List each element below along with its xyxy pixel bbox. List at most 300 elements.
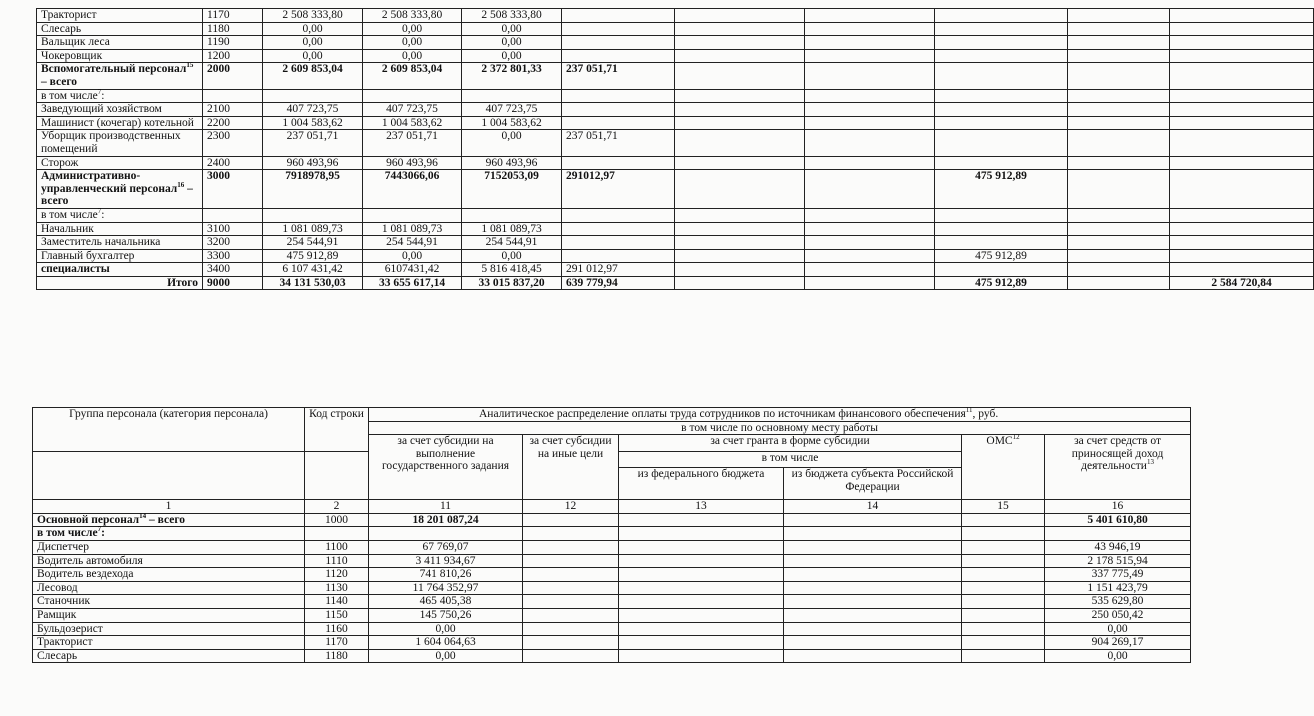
cell-empty bbox=[619, 540, 784, 554]
row-name: Заместитель начальника bbox=[37, 236, 203, 250]
cell-empty bbox=[523, 608, 619, 622]
cell-empty bbox=[962, 649, 1045, 663]
cell-empty bbox=[805, 49, 935, 63]
cell-empty bbox=[962, 527, 1045, 541]
cell-value bbox=[1170, 36, 1314, 50]
cell-value: 0,00 bbox=[369, 649, 523, 663]
row-code bbox=[203, 89, 263, 103]
cell-value bbox=[1170, 103, 1314, 117]
cell-empty bbox=[523, 554, 619, 568]
cell-value: 407 723,75 bbox=[462, 103, 562, 117]
cell-empty bbox=[675, 208, 805, 222]
cell-value: 0,00 bbox=[263, 36, 363, 50]
cell-value: 475 912,89 bbox=[263, 249, 363, 263]
table-row bbox=[33, 649, 1191, 663]
cell-value bbox=[1170, 49, 1314, 63]
cell-value bbox=[263, 89, 363, 103]
table-row bbox=[37, 130, 1314, 156]
cell-empty bbox=[805, 63, 935, 89]
row-name: Административно-управленческий персонал$^{16}$ – всего bbox=[37, 170, 203, 209]
cell-value: 237 051,71 bbox=[562, 63, 675, 89]
row-code bbox=[203, 208, 263, 222]
cell-value bbox=[935, 63, 1068, 89]
row-name: Уборщик производственных помещений bbox=[37, 130, 203, 156]
table-row bbox=[37, 9, 1314, 23]
cell-empty bbox=[784, 527, 962, 541]
cell-value: 18 201 087,24 bbox=[369, 513, 523, 527]
cell-empty bbox=[675, 156, 805, 170]
cell-empty bbox=[784, 554, 962, 568]
cell-empty bbox=[1068, 9, 1170, 23]
cell-value: 0,00 bbox=[462, 249, 562, 263]
header-federal: из федерального бюджета bbox=[619, 468, 784, 500]
cell-value bbox=[1170, 116, 1314, 130]
cell-value: 465 405,38 bbox=[369, 595, 523, 609]
cell-value bbox=[562, 156, 675, 170]
cell-value: 5 401 610,80 bbox=[1045, 513, 1191, 527]
header-analytic: Аналитическое распределение оплаты труда сотрудников по источникам финансового обеспечения$^{11}$, руб. bbox=[369, 408, 1191, 422]
row-code: 3200 bbox=[203, 236, 263, 250]
row-name: Главный бухгалтер bbox=[37, 249, 203, 263]
cell-value bbox=[1170, 208, 1314, 222]
cell-value: 741 810,26 bbox=[369, 568, 523, 582]
cell-value bbox=[562, 36, 675, 50]
row-name: Машинист (кочегар) котельной bbox=[37, 116, 203, 130]
row-code: 2000 bbox=[203, 63, 263, 89]
cell-empty bbox=[523, 513, 619, 527]
cell-empty bbox=[523, 540, 619, 554]
cell-empty bbox=[1068, 36, 1170, 50]
table-row bbox=[37, 276, 1314, 290]
cell-value: 337 775,49 bbox=[1045, 568, 1191, 582]
cell-value: 2 609 853,04 bbox=[363, 63, 462, 89]
cell-value: 0,00 bbox=[263, 22, 363, 36]
row-name: Тракторист bbox=[37, 9, 203, 23]
row-code: 3100 bbox=[203, 222, 263, 236]
cell-empty bbox=[1068, 103, 1170, 117]
cell-value bbox=[935, 9, 1068, 23]
cell-value: 291012,97 bbox=[562, 170, 675, 209]
cell-empty bbox=[1068, 49, 1170, 63]
cell-value: 2 178 515,94 bbox=[1045, 554, 1191, 568]
cell-value: 475 912,89 bbox=[935, 249, 1068, 263]
cell-value: 254 544,91 bbox=[462, 236, 562, 250]
row-code: 2400 bbox=[203, 156, 263, 170]
column-number: 1 bbox=[33, 500, 305, 514]
cell-empty bbox=[805, 89, 935, 103]
row-name: Водитель вездехода bbox=[33, 568, 305, 582]
row-name: Рамщик bbox=[33, 608, 305, 622]
cell-value: 960 493,96 bbox=[263, 156, 363, 170]
table-row bbox=[37, 63, 1314, 89]
cell-value: 6 107 431,42 bbox=[263, 263, 363, 277]
cell-empty bbox=[675, 22, 805, 36]
header-main-work: в том числе по основному месту работы bbox=[369, 421, 1191, 435]
cell-value bbox=[1045, 527, 1191, 541]
cell-empty bbox=[675, 103, 805, 117]
cell-value: 2 508 333,80 bbox=[462, 9, 562, 23]
column-number: 15 bbox=[962, 500, 1045, 514]
row-code: 1110 bbox=[305, 554, 369, 568]
cell-empty bbox=[675, 89, 805, 103]
cell-value: 7443066,06 bbox=[363, 170, 462, 209]
row-code: 3300 bbox=[203, 249, 263, 263]
row-code: 1150 bbox=[305, 608, 369, 622]
cell-value: 475 912,89 bbox=[935, 170, 1068, 209]
table-row bbox=[37, 116, 1314, 130]
cell-empty bbox=[962, 513, 1045, 527]
header-oms: ОМС$^{12}$ bbox=[962, 435, 1045, 500]
cell-empty bbox=[619, 608, 784, 622]
row-code: 1120 bbox=[305, 568, 369, 582]
row-code: 1180 bbox=[203, 22, 263, 36]
cell-empty bbox=[675, 130, 805, 156]
column-number: 12 bbox=[523, 500, 619, 514]
table-row bbox=[33, 527, 1191, 541]
cell-value: 0,00 bbox=[462, 130, 562, 156]
cell-value bbox=[1170, 170, 1314, 209]
cell-value bbox=[935, 103, 1068, 117]
cell-value bbox=[562, 222, 675, 236]
header-row-1 bbox=[33, 408, 1191, 422]
cell-value: 7152053,09 bbox=[462, 170, 562, 209]
cell-empty bbox=[675, 249, 805, 263]
cell-empty bbox=[805, 222, 935, 236]
cell-value bbox=[935, 208, 1068, 222]
cell-empty bbox=[619, 595, 784, 609]
row-code: 3000 bbox=[203, 170, 263, 209]
cell-value: 237 051,71 bbox=[562, 130, 675, 156]
cell-value bbox=[562, 236, 675, 250]
row-code: 1160 bbox=[305, 622, 369, 636]
row-name: в том числе$^7$: bbox=[33, 527, 305, 541]
cell-empty bbox=[619, 581, 784, 595]
cell-empty bbox=[1068, 22, 1170, 36]
cell-value: 407 723,75 bbox=[363, 103, 462, 117]
cell-empty bbox=[619, 649, 784, 663]
cell-value: 0,00 bbox=[1045, 649, 1191, 663]
cell-value bbox=[935, 116, 1068, 130]
cell-value: 0,00 bbox=[363, 36, 462, 50]
cell-value: 5 816 418,45 bbox=[462, 263, 562, 277]
table-row bbox=[33, 513, 1191, 527]
cell-value: 1 081 089,73 bbox=[263, 222, 363, 236]
cell-empty bbox=[784, 622, 962, 636]
cell-value: 2 508 333,80 bbox=[263, 9, 363, 23]
cell-empty bbox=[805, 130, 935, 156]
cell-empty bbox=[1068, 208, 1170, 222]
cell-empty bbox=[962, 540, 1045, 554]
table-row bbox=[33, 581, 1191, 595]
cell-value: 2 584 720,84 bbox=[1170, 276, 1314, 290]
row-name: Водитель автомобиля bbox=[33, 554, 305, 568]
cell-value: 1 604 064,63 bbox=[369, 636, 523, 650]
row-code: 3400 bbox=[203, 263, 263, 277]
cell-value bbox=[562, 9, 675, 23]
cell-empty bbox=[523, 636, 619, 650]
cell-empty bbox=[1068, 276, 1170, 290]
cell-value: 2 372 801,33 bbox=[462, 63, 562, 89]
cell-value bbox=[562, 103, 675, 117]
cell-value: 250 050,42 bbox=[1045, 608, 1191, 622]
cell-value: 254 544,91 bbox=[363, 236, 462, 250]
cell-value bbox=[1170, 22, 1314, 36]
cell-empty bbox=[523, 527, 619, 541]
header-subsidy-other: за счет субсидии на иные цели bbox=[523, 435, 619, 500]
column-numbers-row bbox=[33, 500, 1191, 514]
cell-value bbox=[562, 249, 675, 263]
cell-empty bbox=[784, 608, 962, 622]
cell-value: 0,00 bbox=[462, 36, 562, 50]
cell-value bbox=[1170, 236, 1314, 250]
cell-value bbox=[935, 263, 1068, 277]
cell-value bbox=[935, 130, 1068, 156]
row-name: Станочник bbox=[33, 595, 305, 609]
cell-value: 535 629,80 bbox=[1045, 595, 1191, 609]
cell-value: 254 544,91 bbox=[263, 236, 363, 250]
cell-value bbox=[935, 236, 1068, 250]
cell-empty bbox=[784, 568, 962, 582]
cell-value bbox=[562, 208, 675, 222]
cell-value: 291 012,97 bbox=[562, 263, 675, 277]
row-code: 1190 bbox=[203, 36, 263, 50]
table-row bbox=[33, 622, 1191, 636]
table-row bbox=[37, 249, 1314, 263]
row-code: 1180 bbox=[305, 649, 369, 663]
row-name: Бульдозерист bbox=[33, 622, 305, 636]
table-row bbox=[33, 636, 1191, 650]
table-row bbox=[37, 103, 1314, 117]
cell-empty bbox=[675, 36, 805, 50]
cell-value bbox=[935, 156, 1068, 170]
cell-empty bbox=[1068, 130, 1170, 156]
header-grant: за счет гранта в форме субсидии bbox=[619, 435, 962, 452]
cell-value bbox=[462, 89, 562, 103]
row-code: 1140 bbox=[305, 595, 369, 609]
cell-value bbox=[562, 116, 675, 130]
cell-value: 1 081 089,73 bbox=[462, 222, 562, 236]
cell-empty bbox=[619, 554, 784, 568]
cell-value bbox=[1170, 222, 1314, 236]
row-code: 1200 bbox=[203, 49, 263, 63]
cell-value: 475 912,89 bbox=[935, 276, 1068, 290]
row-code bbox=[305, 527, 369, 541]
cell-empty bbox=[619, 568, 784, 582]
cell-value: 33 015 837,20 bbox=[462, 276, 562, 290]
column-number: 2 bbox=[305, 500, 369, 514]
header-income: за счет средств от приносящей доход деятельности$^{13}$ bbox=[1045, 435, 1191, 500]
row-name: Чокеровщик bbox=[37, 49, 203, 63]
cell-value bbox=[363, 208, 462, 222]
row-code: 1100 bbox=[305, 540, 369, 554]
cell-value: 3 411 934,67 bbox=[369, 554, 523, 568]
cell-empty bbox=[675, 222, 805, 236]
cell-empty bbox=[523, 568, 619, 582]
cell-value: 0,00 bbox=[363, 22, 462, 36]
cell-empty bbox=[675, 63, 805, 89]
staff-pay-table-top bbox=[36, 8, 1314, 290]
cell-empty bbox=[1068, 116, 1170, 130]
cell-value: 7918978,95 bbox=[263, 170, 363, 209]
cell-value: 2 508 333,80 bbox=[363, 9, 462, 23]
cell-value: 43 946,19 bbox=[1045, 540, 1191, 554]
cell-empty bbox=[1068, 236, 1170, 250]
cell-value: 0,00 bbox=[1045, 622, 1191, 636]
cell-empty bbox=[805, 36, 935, 50]
cell-value: 1 004 583,62 bbox=[263, 116, 363, 130]
cell-empty bbox=[1068, 63, 1170, 89]
row-name: Слесарь bbox=[37, 22, 203, 36]
cell-empty bbox=[675, 263, 805, 277]
table-row bbox=[33, 554, 1191, 568]
cell-value: 237 051,71 bbox=[263, 130, 363, 156]
cell-empty bbox=[675, 236, 805, 250]
column-number: 13 bbox=[619, 500, 784, 514]
cell-value: 11 764 352,97 bbox=[369, 581, 523, 595]
table-row bbox=[37, 49, 1314, 63]
cell-value: 2 609 853,04 bbox=[263, 63, 363, 89]
cell-empty bbox=[805, 116, 935, 130]
cell-empty bbox=[784, 513, 962, 527]
cell-value: 237 051,71 bbox=[363, 130, 462, 156]
cell-value bbox=[1170, 249, 1314, 263]
table-row bbox=[33, 595, 1191, 609]
cell-empty bbox=[1068, 89, 1170, 103]
row-code: 2200 bbox=[203, 116, 263, 130]
cell-empty bbox=[962, 581, 1045, 595]
cell-value: 407 723,75 bbox=[263, 103, 363, 117]
row-name: Слесарь bbox=[33, 649, 305, 663]
cell-empty bbox=[805, 156, 935, 170]
cell-empty bbox=[805, 276, 935, 290]
cell-value bbox=[935, 49, 1068, 63]
cell-empty bbox=[1068, 156, 1170, 170]
row-name: Сторож bbox=[37, 156, 203, 170]
cell-value: 960 493,96 bbox=[462, 156, 562, 170]
cell-value bbox=[562, 22, 675, 36]
cell-value: 0,00 bbox=[369, 622, 523, 636]
cell-value: 1 004 583,62 bbox=[363, 116, 462, 130]
cell-empty bbox=[784, 649, 962, 663]
cell-empty bbox=[962, 636, 1045, 650]
cell-value: 33 655 617,14 bbox=[363, 276, 462, 290]
cell-empty bbox=[1068, 249, 1170, 263]
cell-value bbox=[263, 208, 363, 222]
cell-value bbox=[562, 89, 675, 103]
cell-empty bbox=[962, 595, 1045, 609]
cell-empty bbox=[805, 22, 935, 36]
cell-empty bbox=[523, 649, 619, 663]
cell-empty bbox=[523, 622, 619, 636]
row-code: 9000 bbox=[203, 276, 263, 290]
cell-value bbox=[562, 49, 675, 63]
column-number: 11 bbox=[369, 500, 523, 514]
cell-empty bbox=[805, 236, 935, 250]
cell-value: 145 750,26 bbox=[369, 608, 523, 622]
cell-value: 639 779,94 bbox=[562, 276, 675, 290]
cell-value: 960 493,96 bbox=[363, 156, 462, 170]
cell-empty bbox=[675, 116, 805, 130]
cell-value bbox=[935, 222, 1068, 236]
row-code: 1130 bbox=[305, 581, 369, 595]
table-row bbox=[37, 89, 1314, 103]
cell-empty bbox=[619, 622, 784, 636]
row-name: Вспомогательный персонал$^{15}$ – всего bbox=[37, 63, 203, 89]
cell-value: 904 269,17 bbox=[1045, 636, 1191, 650]
header-subsidy-gz: за счет субсидии на выполнение государственного задания bbox=[369, 435, 523, 500]
row-name: в том числе$^7$: bbox=[37, 208, 203, 222]
cell-value: 1 151 423,79 bbox=[1045, 581, 1191, 595]
cell-value: 0,00 bbox=[462, 22, 562, 36]
cell-value: 1 004 583,62 bbox=[462, 116, 562, 130]
table-row bbox=[37, 36, 1314, 50]
row-code: 1000 bbox=[305, 513, 369, 527]
cell-value bbox=[1170, 89, 1314, 103]
cell-value bbox=[363, 89, 462, 103]
row-name: Заведующий хозяйством bbox=[37, 103, 203, 117]
cell-value bbox=[1170, 263, 1314, 277]
cell-empty bbox=[523, 581, 619, 595]
row-name: специалисты bbox=[37, 263, 203, 277]
cell-value: 0,00 bbox=[363, 249, 462, 263]
cell-value: 0,00 bbox=[462, 49, 562, 63]
cell-empty bbox=[619, 636, 784, 650]
row-name: Начальник bbox=[37, 222, 203, 236]
row-code: 1170 bbox=[203, 9, 263, 23]
cell-empty bbox=[675, 276, 805, 290]
cell-value: 0,00 bbox=[263, 49, 363, 63]
top-table-body bbox=[37, 9, 1314, 290]
table-row bbox=[37, 208, 1314, 222]
cell-empty bbox=[784, 636, 962, 650]
table-row bbox=[33, 568, 1191, 582]
table-row bbox=[37, 222, 1314, 236]
table-row bbox=[33, 540, 1191, 554]
cell-value bbox=[935, 89, 1068, 103]
table-row bbox=[37, 236, 1314, 250]
cell-empty bbox=[805, 208, 935, 222]
table-row bbox=[33, 608, 1191, 622]
cell-empty bbox=[523, 595, 619, 609]
row-code: 2300 bbox=[203, 130, 263, 156]
header-incl: в том числе bbox=[619, 451, 962, 468]
row-name: Итого bbox=[37, 276, 203, 290]
row-name: Лесовод bbox=[33, 581, 305, 595]
cell-empty bbox=[805, 249, 935, 263]
row-name: Тракторист bbox=[33, 636, 305, 650]
header-group: Группа персонала (категория персонала) bbox=[33, 408, 305, 452]
row-name: Диспетчер bbox=[33, 540, 305, 554]
cell-value: 67 769,07 bbox=[369, 540, 523, 554]
row-name: в том числе$^7$: bbox=[37, 89, 203, 103]
cell-empty bbox=[619, 527, 784, 541]
cell-value bbox=[935, 22, 1068, 36]
cell-empty bbox=[1068, 170, 1170, 209]
cell-value bbox=[462, 208, 562, 222]
column-number: 16 bbox=[1045, 500, 1191, 514]
cell-value: 6107431,42 bbox=[363, 263, 462, 277]
cell-value bbox=[1170, 9, 1314, 23]
cell-empty bbox=[962, 622, 1045, 636]
table-row bbox=[37, 170, 1314, 209]
row-name: Вальщик леса bbox=[37, 36, 203, 50]
cell-empty bbox=[1068, 263, 1170, 277]
cell-empty bbox=[962, 568, 1045, 582]
table-row bbox=[37, 156, 1314, 170]
cell-empty bbox=[784, 595, 962, 609]
cell-value: 1 081 089,73 bbox=[363, 222, 462, 236]
staff-pay-table-bottom bbox=[32, 407, 1191, 663]
